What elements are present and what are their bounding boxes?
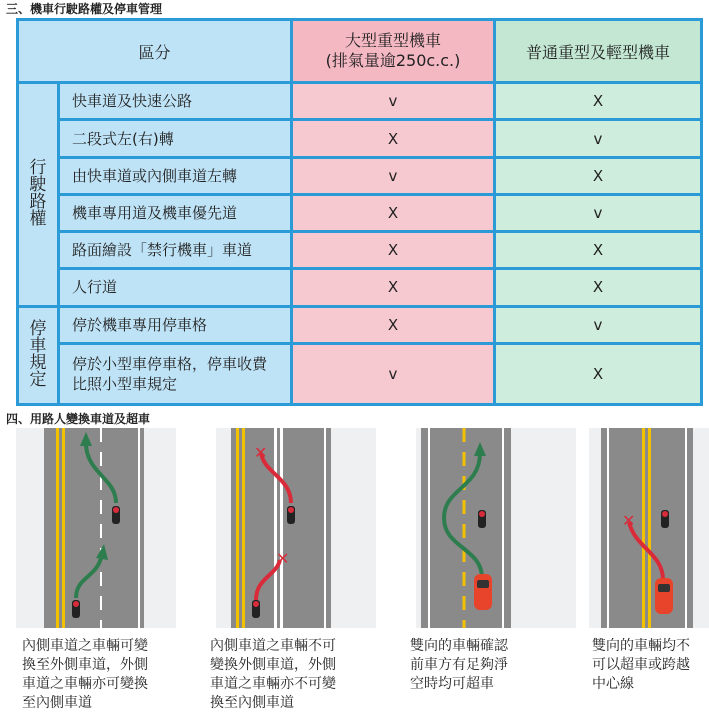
section-3-title: 三、機車行駛路權及停車管理 [6, 2, 163, 16]
row-item: 快車道及快速公路 [60, 84, 290, 118]
motorcycle-icon [112, 506, 120, 524]
motorcycle-icon [478, 510, 486, 528]
cross-icon: ✕ [254, 443, 268, 462]
header-large-line2: (排氣量逾250c.c.) [325, 51, 461, 71]
cell-regular: X [496, 84, 700, 118]
cell-large: X [293, 233, 493, 267]
cell-large: v [293, 159, 493, 193]
caption-scene-4: 雙向的車輛均不 可以超車或跨越 中心線 [592, 638, 690, 692]
cell-regular: X [496, 345, 700, 403]
motorcycle-icon [252, 600, 260, 618]
cross-icon: ✕ [276, 549, 290, 568]
row-item: 人行道 [60, 270, 290, 304]
cell-regular: X [496, 270, 700, 304]
row-item: 由快車道或內側車道左轉 [60, 159, 290, 193]
motorcycle-icon [661, 510, 669, 528]
scene-overtaking-allowed [416, 428, 576, 628]
road-diagram [16, 428, 176, 628]
motorcycle-icon [287, 506, 295, 524]
caption-scene-1: 內側車道之車輛可變 換至外側車道，外側 車道之車輛亦可變換 至內側車道 [22, 638, 148, 711]
row-item: 機車專用道及機車優先道 [60, 196, 290, 230]
caption-scene-2: 內側車道之車輛不可 變換外側車道，外側 車道之車輛亦不可變 換至內側車道 [210, 638, 336, 711]
cell-large: v [293, 345, 493, 403]
cell-large: X [293, 121, 493, 155]
cell-regular: X [496, 159, 700, 193]
cell-regular: v [496, 308, 700, 342]
cell-regular: v [496, 196, 700, 230]
group-label-parking: 停 車 規 定 [19, 308, 57, 403]
cell-regular: X [496, 233, 700, 267]
road-diagram [416, 428, 576, 628]
car-icon [474, 574, 492, 610]
rights-table [16, 18, 703, 406]
scene-lane-change-allowed [16, 428, 176, 628]
car-icon [655, 578, 673, 614]
cell-large: X [293, 196, 493, 230]
cross-icon: ✕ [622, 511, 636, 530]
header-large-motorcycle [293, 21, 493, 81]
road-diagram [589, 428, 709, 628]
scene-lane-change-prohibited [216, 428, 376, 628]
row-item: 二段式左(右)轉 [60, 121, 290, 155]
group-label-right-of-way: 行 駛 路 權 [19, 84, 57, 304]
cell-large: X [293, 308, 493, 342]
row-item: 路面繪設「禁行機車」車道 [60, 233, 290, 267]
cell-large: v [293, 84, 493, 118]
row-item: 停於機車專用停車格 [60, 308, 290, 342]
header-category: 區分 [19, 21, 290, 81]
section-4-title: 四、用路人變換車道及超車 [6, 412, 151, 426]
road-diagram [216, 428, 376, 628]
cell-regular: v [496, 121, 700, 155]
header-regular-motorcycle: 普通重型及輕型機車 [496, 21, 700, 81]
header-large-line1: 大型重型機車 [344, 31, 441, 51]
motorcycle-icon [72, 600, 80, 618]
scene-overtaking-prohibited [589, 428, 709, 628]
cell-large: X [293, 270, 493, 304]
caption-scene-3: 雙向的車輛確認 前車方有足夠淨 空時均可超車 [410, 638, 508, 692]
row-item: 停於小型車停車格，停車收費比照小型車規定 [60, 345, 290, 403]
